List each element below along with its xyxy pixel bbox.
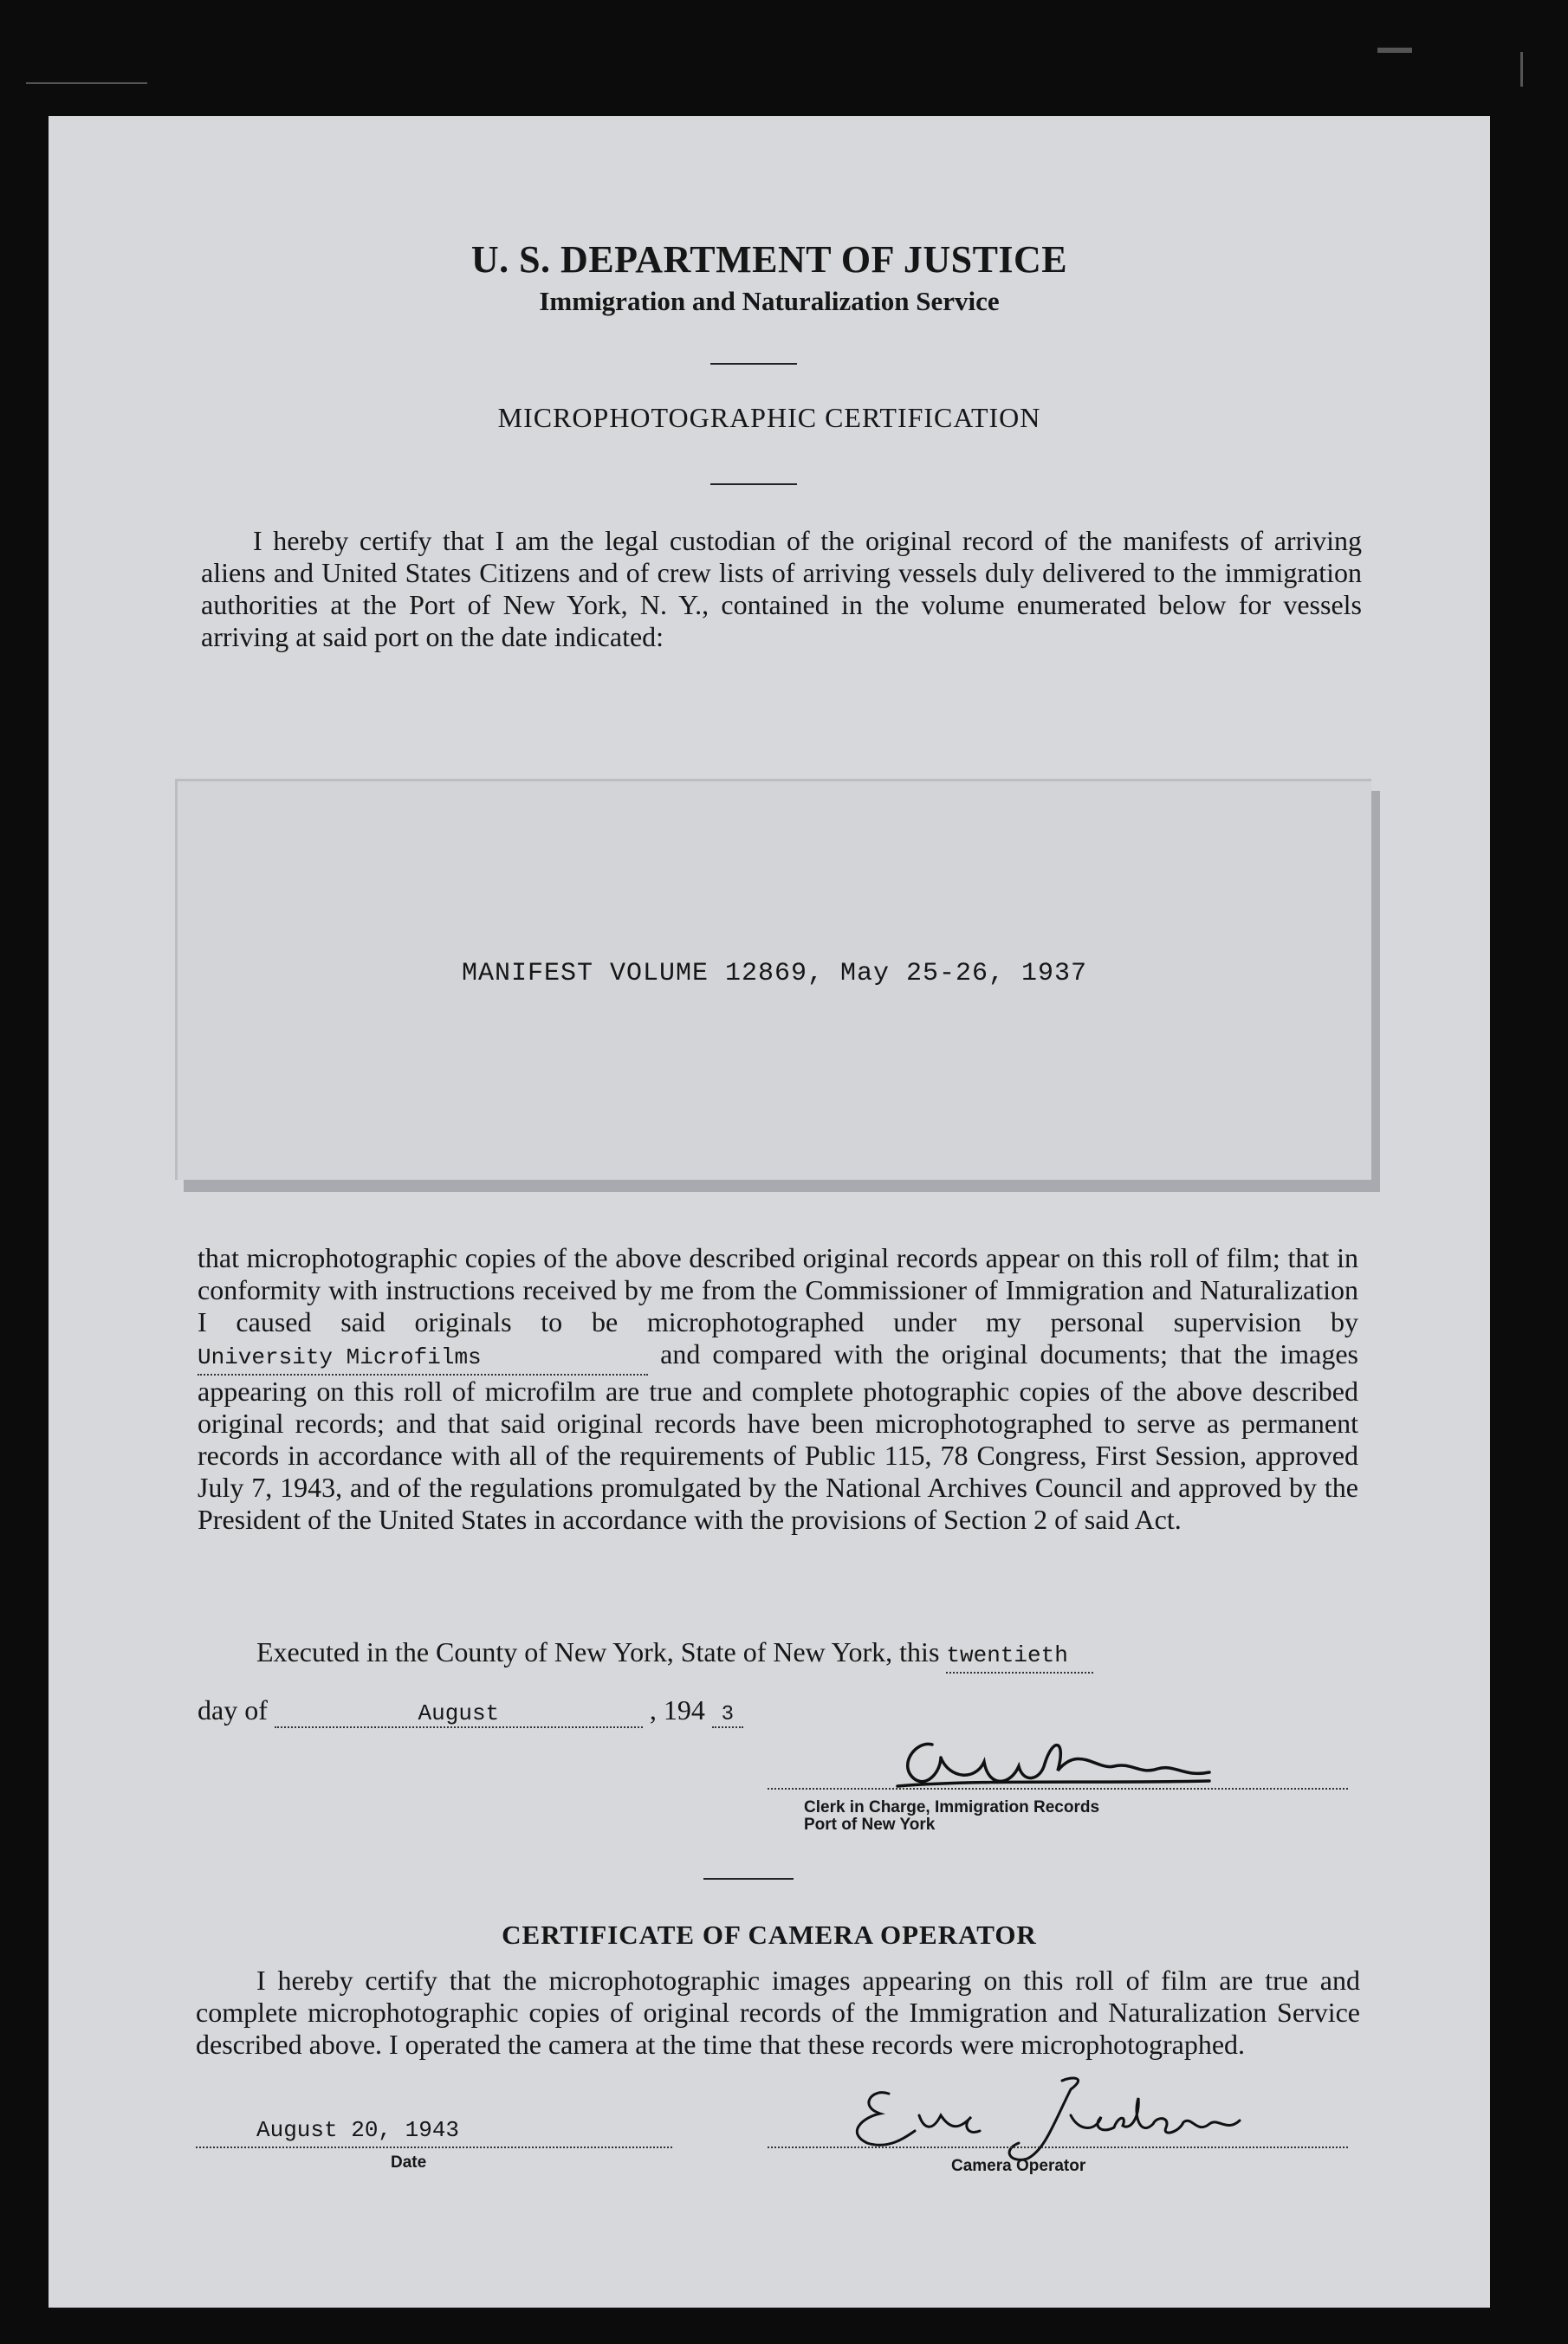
clerk-signature-line (768, 1788, 1348, 1790)
year-field: 3 (712, 1703, 743, 1728)
camera-certificate-heading: CERTIFICATE OF CAMERA OPERATOR (502, 1920, 1037, 1950)
operator-signature-line (768, 2147, 1348, 2148)
execution-text: Executed in the County of New York, State of New York, this (256, 1636, 940, 1667)
camera-certificate-text: I hereby certify that the microphotographic images appearing on this roll of film are true and complete microphotographic copies of original records of the Immigration and Naturalization Service described above. I operated the camera at the time that these records were microphotographed. (196, 1965, 1360, 2060)
document-title: MICROPHOTOGRAPHIC CERTIFICATION (497, 402, 1041, 433)
certification-body (198, 1242, 1358, 1536)
manifest-volume-text: MANIFEST VOLUME 12869, May 25-26, 1937 (461, 959, 1088, 988)
clerk-title: Clerk in Charge, Immigration Records (804, 1798, 1100, 1816)
divider (710, 363, 797, 365)
supervisor-field: University Microfilms (198, 1342, 648, 1376)
scan-speck (26, 82, 147, 84)
divider (703, 1878, 794, 1880)
body-text-part1: that microphotographic copies of the above described original records appear on this roll of film; that in conformity with instructions received by me from the Commissioner of Immigration and Naturalization I caused said originals to be microphotographed under my personal supervision by (198, 1242, 1358, 1337)
divider (710, 483, 797, 485)
operator-date-value: August 20, 1943 (256, 2117, 460, 2143)
execution-line (256, 1636, 1358, 1674)
operator-signature (811, 2063, 1261, 2167)
scan-speck (1520, 52, 1523, 87)
agency-title: U. S. DEPARTMENT OF JUSTICE (470, 238, 1068, 281)
operator-label: Camera Operator (951, 2157, 1086, 2175)
intro-paragraph: I hereby certify that I am the legal custodian of the original record of the manifests of arriving aliens and United States Citizens and of crew lists of arriving vessels duly delivered to the immigration authorities at the Port of New York, N. Y., contained in the volume enumerated below for vessels arriving at said port on the date indicated: (201, 525, 1362, 652)
day-of-label: day of (198, 1694, 268, 1726)
year-prefix: , 194 (649, 1694, 705, 1726)
day-field: twentieth (946, 1640, 1093, 1674)
agency-subtitle: Immigration and Naturalization Service (539, 286, 1000, 316)
scan-speck (1377, 48, 1412, 53)
manifest-card (175, 779, 1371, 1180)
certificate-sheet (49, 116, 1490, 2308)
clerk-location: Port of New York (804, 1816, 936, 1834)
operator-date-field (196, 2117, 672, 2148)
body-text-part2: and compared with the original documents; that the images appearing on this roll of microfilm are true and complete photographic copies of the above described original records; and that said original records have been microphotographed to serve as permanent records in accordance with all of the requirements of Public 115, 78 Congress, First Session, approved July 7, 1943, and of the regulations promulgated by the National Archives Council and approved by the President of the United States in accordance with the provisions of Section 2 of said Act. (198, 1338, 1359, 1535)
month-field: August (275, 1700, 643, 1728)
date-label: Date (391, 2153, 427, 2172)
date-line (198, 1694, 743, 1728)
